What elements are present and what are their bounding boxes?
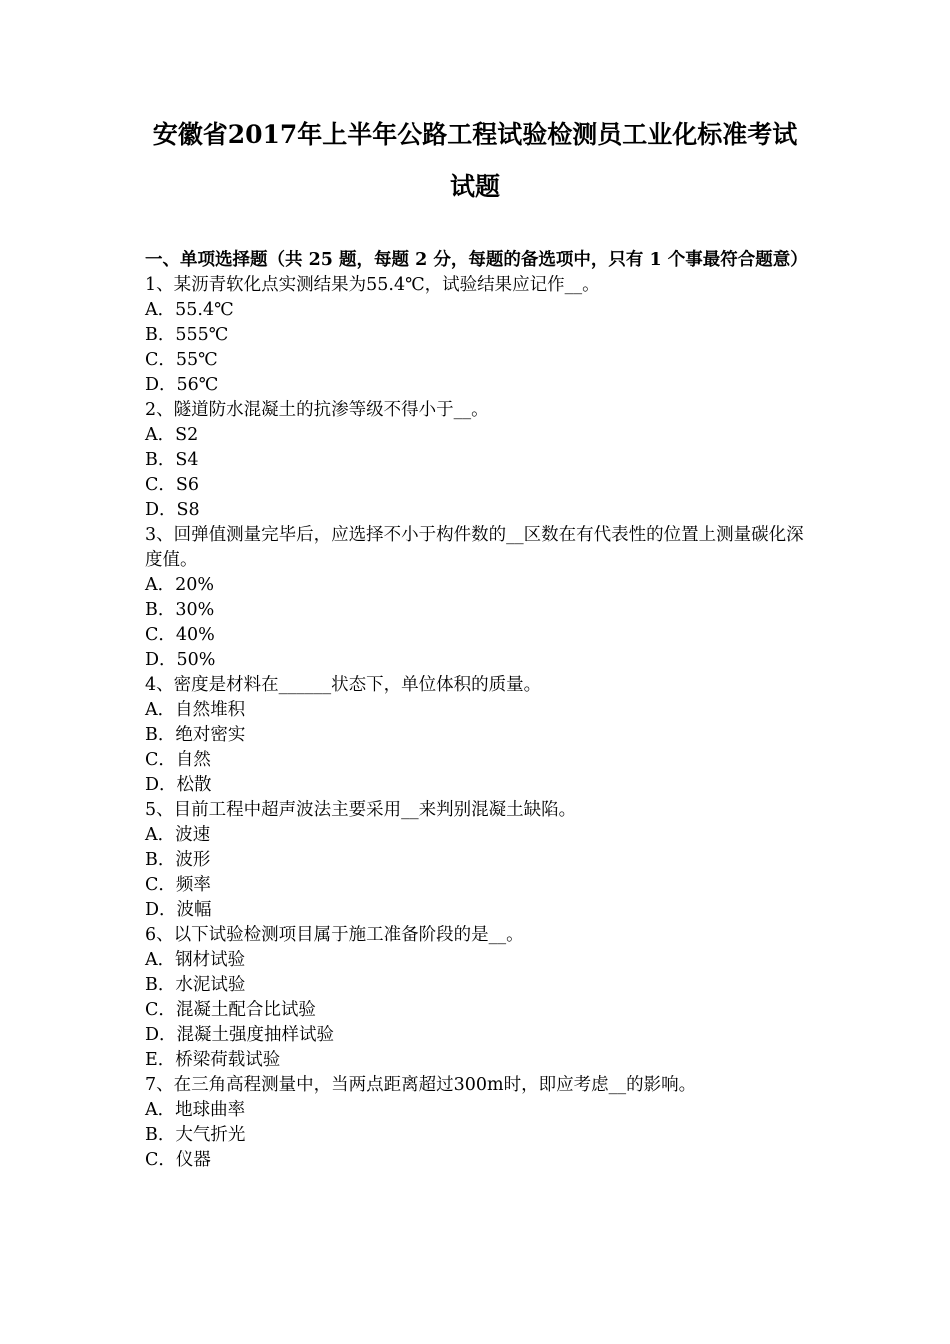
option-b: B．绝对密实: [145, 725, 246, 745]
option-c: C．自然: [145, 750, 211, 770]
option-d: D．松散: [145, 775, 212, 795]
question-3: [145, 523, 810, 673]
option-b: B．555℃: [145, 325, 229, 345]
option-d: D．混凝土强度抽样试验: [145, 1025, 335, 1045]
option-c: C．40%: [145, 625, 215, 645]
section-heading: 一、单项选择题（共 25 题，每题 2 分，每题的备选项中，只有 1 个事最符合题意）: [145, 250, 808, 270]
question-stem: 1、某沥青软化点实测结果为55.4℃，试验结果应记作__。: [145, 275, 600, 295]
option-a: A．55.4℃: [145, 300, 234, 320]
option-b: B．30%: [145, 600, 215, 620]
option-e: E．桥梁荷载试验: [145, 1050, 281, 1070]
option-a: A．钢材试验: [145, 950, 246, 970]
document-title-line-1: 安徽省2017年上半年公路工程试验检测员工业化标准考试: [152, 120, 798, 149]
question-stem: 3、回弹值测量完毕后，应选择不小于构件数的__区数在有代表性的位置上测量碳化深度值。: [145, 525, 804, 570]
question-stem: 7、在三角高程测量中，当两点距离超过300m时，即应考虑__的影响。: [145, 1075, 697, 1095]
question-stem: 5、目前工程中超声波法主要采用__来判别混凝土缺陷。: [145, 800, 577, 820]
option-d: D．波幅: [145, 900, 212, 920]
option-c: C．频率: [145, 875, 211, 895]
option-b: B．大气折光: [145, 1125, 246, 1145]
option-a: A．20%: [145, 575, 215, 595]
option-b: B．波形: [145, 850, 211, 870]
option-c: C．仪器: [145, 1150, 211, 1170]
option-a: A．自然堆积: [145, 700, 246, 720]
option-a: A．波速: [145, 825, 211, 845]
option-c: C．55℃: [145, 350, 218, 370]
question-7: [145, 1073, 810, 1173]
question-stem: 4、密度是材料在______状态下，单位体积的质量。: [145, 675, 542, 695]
question-4: [145, 673, 810, 798]
exam-content: [145, 248, 810, 1173]
question-2: [145, 398, 810, 523]
option-a: A．地球曲率: [145, 1100, 246, 1120]
option-d: D．50%: [145, 650, 216, 670]
option-b: B．S4: [145, 450, 199, 470]
document-title-line-2: 试题: [449, 172, 500, 201]
option-a: A．S2: [145, 425, 199, 445]
question-stem: 2、隧道防水混凝土的抗渗等级不得小于__。: [145, 400, 489, 420]
question-stem: 6、以下试验检测项目属于施工准备阶段的是__。: [145, 925, 524, 945]
question-5: [145, 798, 810, 923]
question-6: [145, 923, 810, 1073]
option-d: D．S8: [145, 500, 200, 520]
option-b: B．水泥试验: [145, 975, 246, 995]
option-c: C．混凝土配合比试验: [145, 1000, 316, 1020]
option-c: C．S6: [145, 475, 200, 495]
option-d: D．56℃: [145, 375, 219, 395]
question-1: [145, 273, 810, 398]
